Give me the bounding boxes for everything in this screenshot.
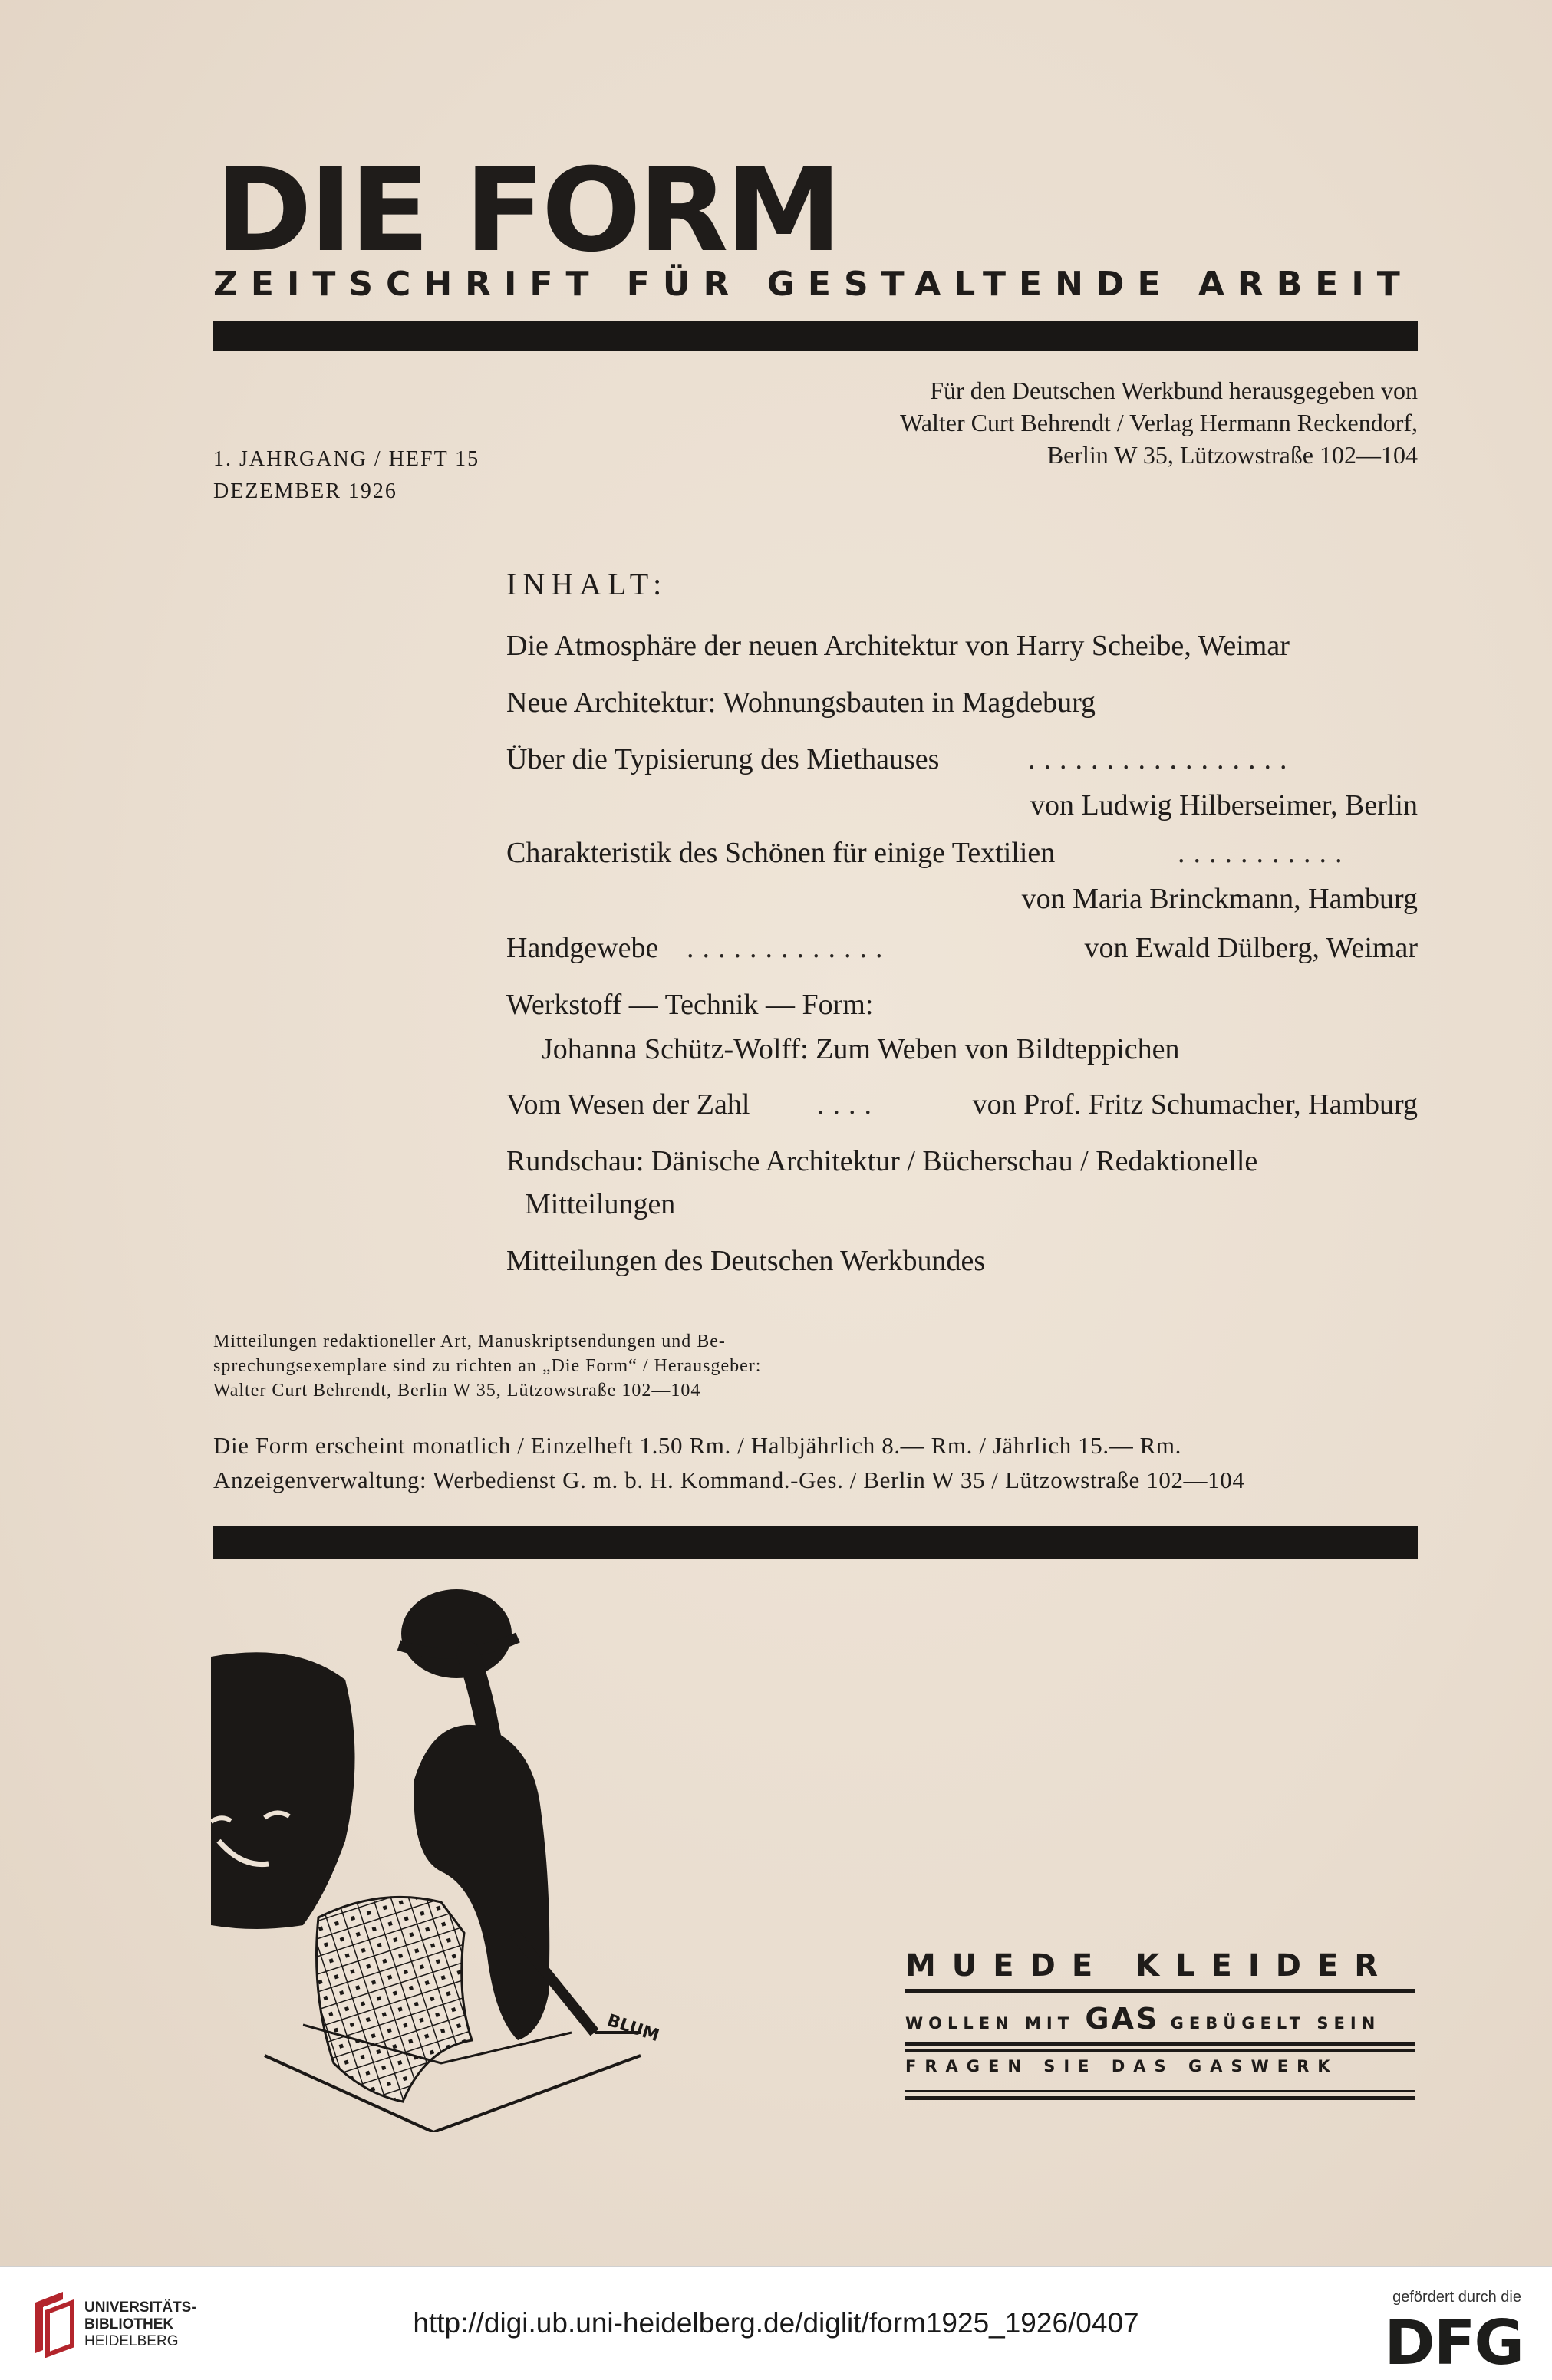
toc-entry [506, 1144, 1418, 1183]
artist-signature: BLUM [605, 2010, 662, 2046]
toc-entry-title: Vom Wesen der Zahl [506, 1088, 750, 1121]
toc-entry-text: Neue Architektur: Wohnungsbauten in Magdeburg [506, 686, 1096, 719]
ad-tagline [905, 2002, 1380, 2036]
editorial-note-line: sprechungsexemplare sind zu richten an „Die Form“ / Herausgeber: [213, 1356, 762, 1376]
toc-entry [506, 686, 1418, 724]
toc-entry-text: Mitteilungen des Deutschen Werkbundes [506, 1245, 986, 1277]
toc-entry-author: von Prof. Fritz Schumacher, Hamburg [972, 1088, 1418, 1121]
toc-entry [506, 742, 1418, 781]
masthead-title: DIE FORM [215, 144, 839, 278]
issue-volume: 1. JAHRGANG / HEFT 15 [213, 447, 480, 471]
top-black-bar [213, 321, 1418, 351]
gas-ad-illustration [211, 1565, 871, 2132]
toc-entry-title: Charakteristik des Schönen für einige Textilien [506, 837, 1056, 869]
library-name-line: UNIVERSITÄTS- [84, 2299, 196, 2316]
pricing-line: Die Form erscheint monatlich / Einzelheft 1.50 Rm. / Halbjährlich 8.— Rm. / Jährlich 15.— Rm. [213, 1432, 1181, 1459]
toc-entry [506, 836, 1418, 874]
library-name-line: BIBLIOTHEK [84, 2316, 174, 2332]
ad-callout: FRAGEN SIE DAS GASWERK [905, 2057, 1339, 2076]
publisher-line-2: Walter Curt Behrendt / Verlag Hermann Reckendorf, [900, 409, 1418, 436]
digitization-footer [0, 2266, 1552, 2380]
publisher-info [900, 374, 1418, 471]
toc-leader-dots: ............. [687, 932, 891, 964]
ad-tagline-after: GEBÜGELT SEIN [1170, 2014, 1381, 2033]
bottom-black-bar [213, 1526, 1418, 1559]
toc-entry-author-line [506, 788, 1418, 827]
hat [401, 1589, 512, 1678]
pricing-line: Anzeigenverwaltung: Werbedienst G. m. b. H. Kommand.-Ges. / Berlin W 35 / Lützowstraße 102—104 [213, 1467, 1245, 1493]
dfg-logo: DFG [1384, 2307, 1523, 2378]
ad-rule [905, 2042, 1415, 2046]
ad-rule [905, 2090, 1415, 2092]
publisher-line-3: Berlin W 35, Lützowstraße 102—104 [1046, 441, 1418, 469]
toc-entry-title: Handgewebe [506, 932, 659, 964]
toc-entry-text: Rundschau: Dänische Architektur / Bücherschau / Redaktionelle [506, 1145, 1258, 1177]
ad-rule [905, 2096, 1415, 2100]
editorial-note [213, 1329, 761, 1403]
issue-info [213, 443, 479, 508]
toc-entry [506, 1088, 1418, 1126]
toc-entry [506, 931, 1418, 969]
editorial-note-line: Mitteilungen redaktioneller Art, Manuskriptsendungen und Be- [213, 1332, 726, 1351]
toc-entry-continuation-text: Mitteilungen [525, 1188, 676, 1220]
checkered-cloth [317, 1897, 473, 2102]
issue-date: DEZEMBER 1926 [213, 479, 397, 503]
ad-tagline-before: WOLLEN MIT [905, 2014, 1075, 2033]
toc-entry-continuation [506, 1187, 1418, 1226]
toc-entry [506, 1244, 1418, 1282]
toc-entry-subline [506, 1032, 1418, 1071]
pricing-info [213, 1428, 1244, 1497]
source-url[interactable]: http://digi.ub.uni-heidelberg.de/diglit/form1925_1926/0407 [413, 2307, 1139, 2339]
toc-leader-dots: .... [817, 1088, 880, 1121]
funding-label: gefördert durch die [1392, 2289, 1521, 2306]
toc-entry-author-line [506, 882, 1418, 920]
toc-entry-text: Die Atmosphäre der neuen Architektur von Harry Scheibe, Weimar [506, 630, 1290, 662]
toc-leader-dots: ................. [1028, 743, 1296, 775]
contents-heading: INHALT: [506, 567, 668, 601]
toc-entry [506, 629, 1418, 667]
ad-rule [905, 1989, 1415, 1993]
toc-entry-subtitle: Johanna Schütz-Wolff: Zum Weben von Bildteppichen [542, 1033, 1180, 1065]
toc-entry-title: Werkstoff — Technik — Form: [506, 989, 874, 1021]
ad-headline: MUEDE KLEIDER [905, 1948, 1395, 1983]
toc-entry [506, 988, 1418, 1026]
ad-tagline-gas: GAS [1085, 2002, 1160, 2036]
editorial-note-line: Walter Curt Behrendt, Berlin W 35, Lützowstraße 102—104 [213, 1381, 701, 1401]
masthead-subtitle: ZEITSCHRIFT FÜR GESTALTENDE ARBEIT [213, 265, 1413, 304]
publisher-line-1: Für den Deutschen Werkbund herausgegeben von [930, 377, 1418, 404]
library-name-line: HEIDELBERG [84, 2333, 179, 2349]
toc-leader-dots: ........... [1178, 837, 1351, 869]
toc-entry-author: von Ewald Dülberg, Weimar [1084, 932, 1418, 964]
toc-entry-title: Über die Typisierung des Miethauses [506, 743, 940, 775]
toc-entry-author: von Maria Brinckmann, Hamburg [1021, 883, 1418, 915]
toc-entry-author: von Ludwig Hilberseimer, Berlin [1030, 789, 1418, 821]
sun-shape [211, 1652, 355, 1929]
ad-rule [905, 2049, 1415, 2052]
